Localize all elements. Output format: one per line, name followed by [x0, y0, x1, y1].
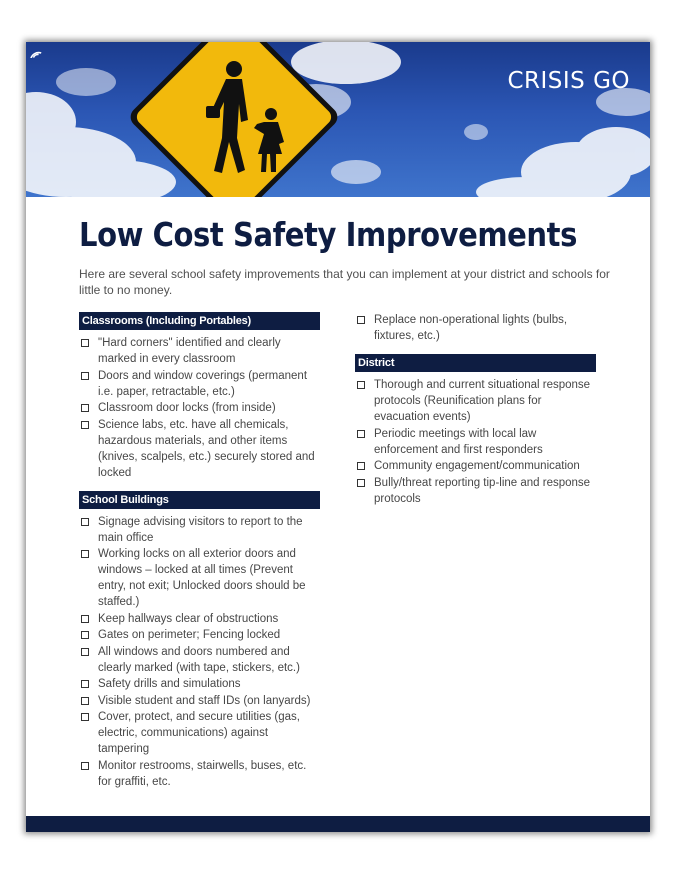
checklist: [355, 377, 596, 507]
checklist-section: [79, 491, 320, 790]
checklist-item: [79, 514, 320, 546]
checklist-item-text: Cover, protect, and secure utilities (gas, electric, communications) against tampering: [98, 711, 300, 755]
checklist-item: [79, 546, 320, 610]
checkbox-icon[interactable]: [81, 339, 89, 347]
checklist-item-text: All windows and doors numbered and clearly marked (with tape, stickers, etc.): [98, 645, 300, 674]
checklist-item-text: Signage advising visitors to report to the main office: [98, 515, 303, 544]
checkbox-icon[interactable]: [357, 430, 365, 438]
pedestrian-sign-icon: [26, 42, 650, 197]
checkbox-icon[interactable]: [81, 421, 89, 429]
checkbox-icon[interactable]: [81, 680, 89, 688]
left-column: [79, 312, 320, 800]
checkbox-icon[interactable]: [81, 697, 89, 705]
checklist-item: [79, 368, 320, 400]
checklist-item: [355, 475, 596, 507]
intro-text: Here are several school safety improvements that you can implement at your district and schools for little to no money.: [79, 267, 610, 297]
checklist-section: [355, 354, 596, 507]
checklist-item-text: Classroom door locks (from inside): [98, 402, 276, 414]
checklist-item-text: Doors and window coverings (permanent i.e. paper, retractable, etc.): [98, 369, 308, 398]
checklist-item-text: Science labs, etc. have all chemicals, hazardous materials, and other items (knives, scalpels, etc.) securely stored and locked: [98, 418, 315, 479]
crisisgo-logo: CRISIS GO: [507, 68, 630, 94]
checkbox-icon[interactable]: [81, 631, 89, 639]
checklist-item: [79, 400, 320, 416]
checkbox-icon[interactable]: [357, 462, 365, 470]
checkbox-icon[interactable]: [81, 550, 89, 558]
checklist-item: [79, 644, 320, 676]
checklist-item-text: Working locks on all exterior doors and windows – locked at all times (Prevent entry, not exit; Unlocked doors should be staffed.): [98, 548, 306, 608]
checklist-item-text: Bully/threat reporting tip-line and response protocols: [374, 476, 591, 505]
checklist-section: [79, 312, 320, 481]
checklist: [355, 312, 596, 344]
checklist-item-text: Visible student and staff IDs (on lanyards): [98, 694, 311, 707]
checklist-item: [79, 627, 320, 643]
checklist-item: [355, 312, 596, 344]
checkbox-icon[interactable]: [81, 372, 89, 380]
checkbox-icon[interactable]: [357, 479, 365, 487]
checkbox-icon[interactable]: [357, 316, 365, 324]
checklist-item-text: Monitor restrooms, stairwells, buses, etc. for graffiti, etc.: [98, 759, 307, 788]
checkbox-icon[interactable]: [81, 762, 89, 770]
checklist: [79, 335, 320, 481]
checklist-item: [79, 417, 320, 481]
page-title: Low Cost Safety Improvements: [79, 215, 577, 254]
checklist: [79, 514, 320, 790]
checklist-item-text: "Hard corners" identified and clearly marked in every classroom: [98, 337, 281, 365]
checkbox-icon[interactable]: [81, 648, 89, 656]
checkbox-icon[interactable]: [81, 713, 89, 721]
checklist-item-text: Community engagement/communication: [374, 460, 580, 472]
checklist-item: [355, 377, 596, 425]
checklist-item: [79, 758, 320, 790]
checklist-item-text: Gates on perimeter; Fencing locked: [98, 629, 281, 641]
checkbox-icon[interactable]: [81, 518, 89, 526]
section-header: Classrooms (Including Portables): [79, 312, 320, 330]
document-page: [26, 42, 650, 832]
section-header: District: [355, 354, 596, 372]
right-column: [355, 312, 596, 517]
checklist-item: [79, 335, 320, 367]
checklist-item: [355, 458, 596, 474]
checklist-item-text: Replace non-operational lights (bulbs, fixtures, etc.): [374, 314, 568, 342]
checklist-item: [79, 709, 320, 757]
checkbox-icon[interactable]: [81, 615, 89, 623]
checklist-item: [79, 676, 320, 692]
wifi-icon: [26, 42, 46, 58]
checklist-item: [355, 426, 596, 458]
checkbox-icon[interactable]: [357, 381, 365, 389]
checklist-item: [79, 611, 320, 627]
checklist-item-text: Safety drills and simulations: [98, 678, 241, 690]
section-header: School Buildings: [79, 491, 320, 509]
checklist-item-text: Keep hallways clear of obstructions: [98, 612, 279, 625]
footer-bar: [26, 816, 650, 832]
checklist-item-text: Periodic meetings with local law enforcement and first responders: [374, 427, 543, 456]
checklist-item: [79, 693, 320, 709]
banner-image: [26, 42, 650, 197]
checklist-item-text: Thorough and current situational response protocols (Reunification plans for evacuation events): [374, 379, 591, 423]
checkbox-icon[interactable]: [81, 404, 89, 412]
